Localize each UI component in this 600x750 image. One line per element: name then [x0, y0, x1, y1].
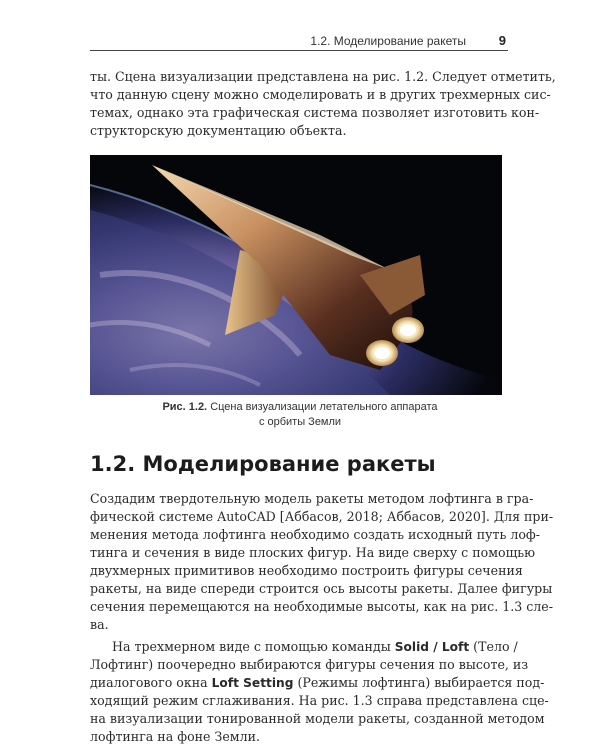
spacecraft-earth-illustration — [90, 155, 502, 395]
text-fragment: На трехмерном виде с помощью команды — [112, 639, 395, 654]
text-line — [90, 638, 518, 656]
running-header-title: 1.2. Моделирование ракеты — [310, 34, 466, 48]
text-line: лофтинга на фоне Земли. — [90, 729, 260, 744]
text-line: ходящий режим сглаживания. На рис. 1.3 справа представлена сце- — [90, 693, 549, 708]
text-line: ва. — [90, 617, 109, 632]
running-header — [90, 30, 508, 51]
text-line: двухмерных примитивов необходимо построить фигуры сечения — [90, 563, 523, 578]
text-line: Создадим твердотельную модель ракеты методом лофтинга в гра- — [90, 491, 534, 506]
figure-caption — [90, 400, 510, 430]
text-line: Лофтинг) поочередно выбираются фигуры сечения по высоте, из — [90, 657, 529, 672]
text-fragment: диалогового окна — [90, 675, 212, 690]
text-line: тинга и сечения в виде плоских фигур. На виде сверху с помощью — [90, 545, 536, 560]
command-solid-loft: Solid / Loft — [394, 640, 470, 654]
text-line: темах, однако эта графическая система позволяет изготовить кон- — [90, 105, 540, 120]
text-line: фической системе AutoCAD [Аббасов, 2018; Аббасов, 2020]. Для при- — [90, 509, 554, 524]
command-loft-setting: Loft Setting — [211, 676, 294, 690]
text-line: ракеты, на виде спереди строится ось высоты ракеты. Далее фигуры — [90, 581, 553, 596]
text-fragment: (Режимы лофтинга) выбирается под- — [293, 675, 545, 690]
intro-paragraph — [90, 68, 556, 140]
caption-label: Рис. 1.2. — [162, 401, 208, 413]
text-line — [90, 674, 545, 692]
caption-text-line2: с орбиты Земли — [258, 416, 342, 428]
section-heading: 1.2. Моделирование ракеты — [90, 452, 436, 476]
figure-spacecraft-render — [90, 155, 502, 395]
paragraph-loft-command — [90, 638, 549, 746]
text-line: структорскую документацию объекта. — [90, 123, 347, 138]
caption-text: Сцена визуализации летательного аппарата — [210, 401, 438, 413]
paragraph-loft-method — [90, 490, 554, 634]
text-line: менения метода лофтинга необходимо создать исходный путь лоф- — [90, 527, 541, 542]
text-line: сечения перемещаются на необходимые высоты, как на рис. 1.3 сле- — [90, 599, 554, 614]
text-line: на визуализации тонированной модели ракеты, созданной методом — [90, 711, 545, 726]
page-number: 9 — [498, 33, 506, 48]
text-fragment: (Тело / — [469, 639, 518, 654]
text-line: ты. Сцена визуализации представлена на рис. 1.2. Следует отметить, — [90, 69, 556, 84]
text-line: что данную сцену можно смоделировать и в других трехмерных сис- — [90, 87, 551, 102]
